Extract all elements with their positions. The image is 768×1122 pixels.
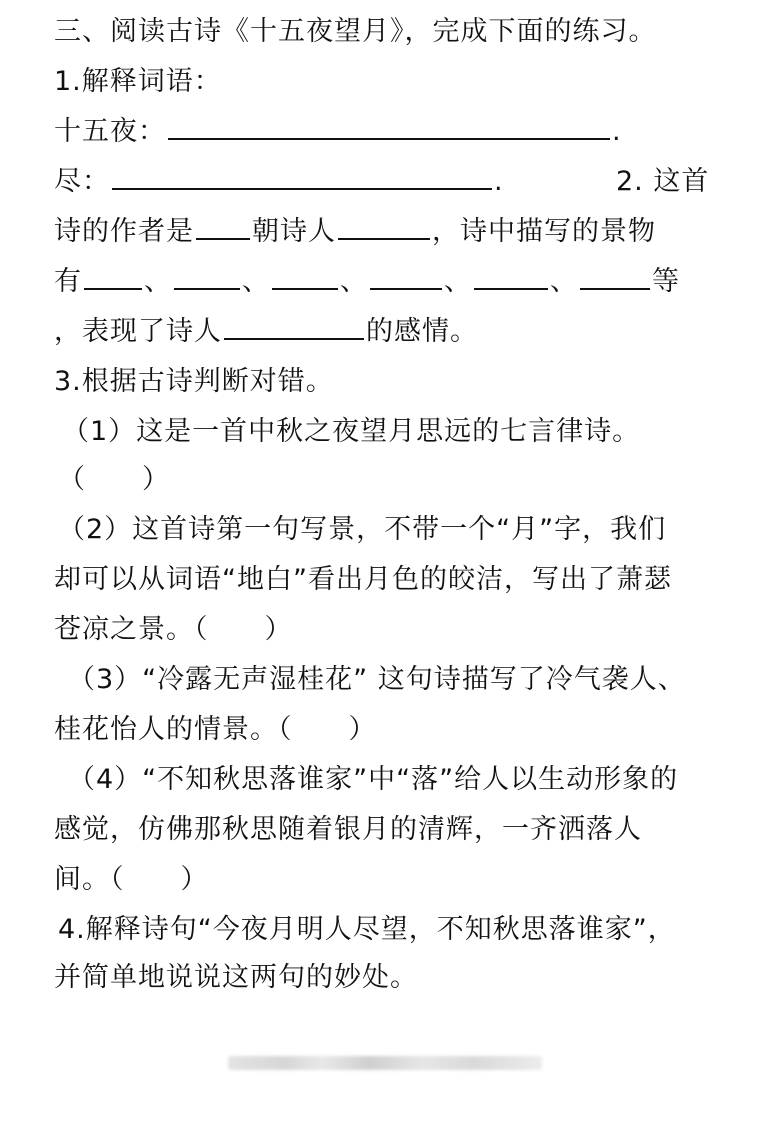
q3-item2-line2: 却可以从词语“地白”看出月色的皎洁，写出了萧瑟 [54,564,672,595]
q3-item2-line1: （2）这首诗第一句写景，不带一个“月”字，我们 [58,514,667,545]
q2-scenery-blank-5[interactable] [474,262,548,290]
q1-term2-blank[interactable] [112,162,492,190]
q3-item1-paren[interactable]: （ ） [58,464,170,495]
q2-sep-4: 、 [444,266,472,297]
q2-scenery-blank-3[interactable] [272,262,338,290]
q2-express-text: ，表现了诗人 [54,316,222,347]
q1-term2-period: . [494,166,504,197]
q2-you-text: 有 [54,266,82,297]
q2-scenery-blank-1[interactable] [84,262,142,290]
q2-sep-5: 、 [550,266,578,297]
q3-item4-line1: （4）“不知秋思落谁家”中“落”给人以生动形象的 [68,764,679,795]
q2-poet-blank[interactable] [338,212,430,240]
q2-scenery-blank-2[interactable] [174,262,240,290]
blurred-watermark [228,1056,542,1070]
q2-scenery-blank-4[interactable] [370,262,442,290]
q2-line1 [54,212,656,252]
q2-dynasty-blank[interactable] [196,212,250,240]
q2-feeling-blank[interactable] [224,312,364,340]
q2-feeling-text: 的感情。 [366,316,478,347]
q2-line2 [54,262,680,302]
q2-scenery-blank-6[interactable] [580,262,650,290]
q1-term1-row [54,112,622,152]
q2-scenery-text: ，诗中描写的景物 [432,216,656,247]
q3-item3-line1: （3）“冷露无声湿桂花” 这句诗描写了冷气袭人、 [68,664,686,695]
q4-line1: 4.解释诗句“今夜月明人尽望，不知秋思落谁家”， [58,914,676,945]
q2-sep-1: 、 [144,266,172,297]
q2-poet-text: 朝诗人 [252,216,336,247]
q1-term2-row [54,162,504,202]
q3-item4-line2: 感觉，仿佛那秋思随着银月的清辉，一齐洒落人 [54,814,642,845]
q1-term1-label: 十五夜： [54,116,166,147]
q3-label: 3.根据古诗判断对错。 [54,366,334,397]
q1-term1-blank[interactable] [168,112,610,140]
q1-term2-label: 尽： [54,166,110,197]
q3-item4-line3[interactable]: 间。（ ） [54,864,209,895]
q3-item3-line2[interactable]: 桂花怡人的情景。（ ） [54,714,377,745]
q1-label: 1.解释词语： [54,66,222,97]
q2-label: 2. 这首 [616,166,710,197]
q3-item1: （1）这是一首中秋之夜望月思远的七言律诗。 [62,416,641,447]
q2-deng-text: 等 [652,266,680,297]
q4-line2: 并简单地说说这两句的妙处。 [54,962,418,993]
q2-sep-3: 、 [340,266,368,297]
q1-term1-period: . [612,116,622,147]
section-title: 三、阅读古诗《十五夜望月》，完成下面的练习。 [54,16,657,47]
q2-author-text: 诗的作者是 [54,216,194,247]
q2-sep-2: 、 [242,266,270,297]
q3-item2-line3[interactable]: 苍凉之景。（ ） [54,614,293,645]
q2-line3 [54,312,478,352]
